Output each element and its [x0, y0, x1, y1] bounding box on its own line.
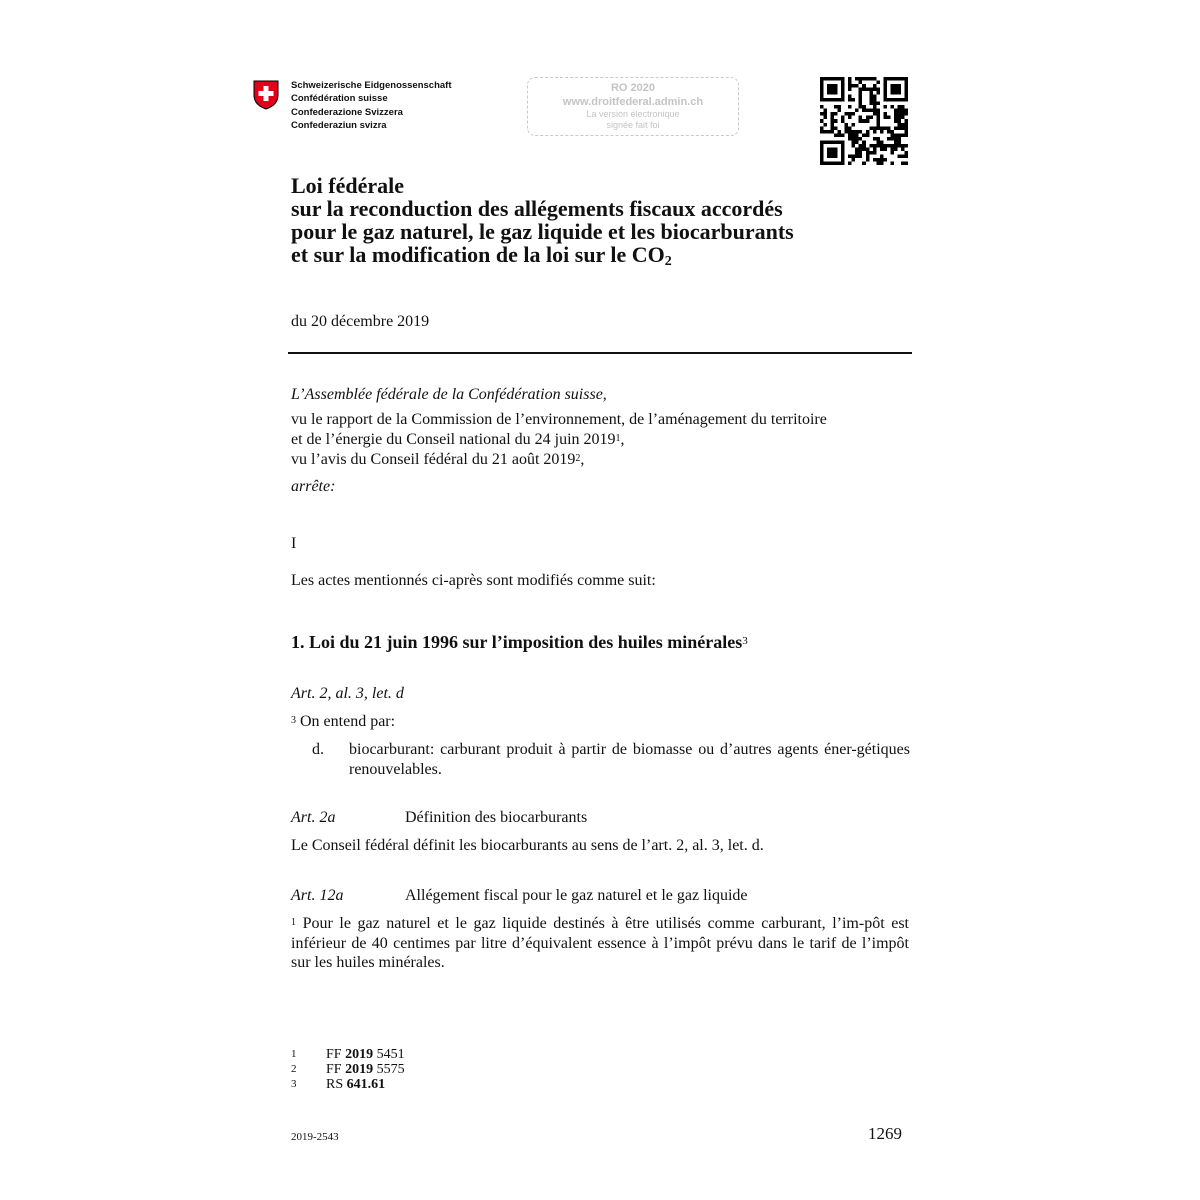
paragraph-number: 1 [291, 917, 296, 928]
list-letter-d: d. [312, 741, 324, 758]
confederation-name-rm: Confederaziun svizra [291, 120, 387, 132]
swiss-cross-shield-icon [253, 80, 279, 110]
art2-paragraph: $^3$ On entend par: [291, 713, 396, 730]
confederation-name-de: Schweizerische Eidgenossenschaft [291, 80, 452, 91]
section-intro: Les actes mentionnés ci-après sont modifiés comme suit: [291, 572, 656, 589]
act-heading: 1. Loi du 21 juin 1996 sur l’imposition des huiles minérales$^3$ [291, 632, 748, 652]
title-line-1: Loi fédérale [291, 173, 405, 198]
art2a-reference: Art. 2a [291, 809, 336, 826]
preamble-assembly: L’Assemblée fédérale de la Confédération suisse, [291, 386, 607, 403]
title-line-3: pour le gaz naturel, le gaz liquide et les biocarburants [291, 219, 794, 244]
preamble-line-1: vu le rapport de la Commission de l’environnement, de l’aménagement du territoire [291, 411, 827, 428]
confederation-name-it: Confederazione Svizzera [291, 106, 403, 118]
art2a-heading: Définition des biocarburants [405, 809, 588, 826]
qr-code-icon [820, 77, 908, 165]
stamp-url: www.droitfederal.admin.ch [562, 96, 704, 108]
stamp-ro: RO 2020 [610, 82, 656, 94]
confederation-name-fr: Confédération suisse [291, 93, 388, 105]
footnote-2: 2 FF 2019 5575 [291, 1062, 405, 1077]
art12a-paragraph: $^1$ Pour le gaz naturel et le gaz liquide destinés à être utilisés comme carburant, l’im-pôt est inférieur de 40 centimes par litre d’équivalent essence à l’impôt prévu dans le tarif de l’impôt sur les huiles minérales. [291, 915, 909, 971]
preamble-line-3: vu l’avis du Conseil fédéral du 21 août 2019$^2$, [291, 451, 585, 468]
list-item-biocarburant: biocarburant: carburant produit à partir de biomasse ou d’autres agents éner-gétiques renouvelables. [349, 741, 910, 778]
title-divider [288, 352, 912, 354]
preamble-line-2: et de l’énergie du Conseil national du 24 juin 2019$^1$, [291, 431, 625, 448]
art12a-heading: Allégement fiscal pour le gaz naturel et le gaz liquide [405, 887, 748, 904]
footnote-1: 1 FF 2019 5451 [291, 1047, 405, 1062]
preamble-decree: arrête: [291, 478, 336, 495]
confederation-names [291, 79, 452, 133]
footnotes [291, 1047, 405, 1092]
law-title [291, 174, 794, 273]
co2-subscript: 2 [664, 254, 672, 269]
official-publication-stamp [527, 77, 739, 136]
document-id: 2019-2543 [291, 1131, 339, 1143]
footnote-3: 3 RS 641.61 [291, 1077, 386, 1092]
art2-reference: Art. 2, al. 3, let. d [291, 685, 404, 702]
footnote-ref-1[interactable]: 1 [615, 433, 621, 444]
section-numeral: I [291, 535, 297, 552]
stamp-note-2: signée fait foi [606, 120, 660, 130]
footnote-ref-2[interactable]: 2 [575, 453, 581, 464]
art2a-text: Le Conseil fédéral définit les biocarburants au sens de l’art. 2, al. 3, let. d. [291, 837, 764, 854]
law-date: du 20 décembre 2019 [291, 313, 430, 330]
footnote-ref-3[interactable]: 3 [742, 635, 748, 647]
art12a-reference: Art. 12a [291, 887, 344, 904]
page-number: 1269 [868, 1124, 902, 1143]
title-line-4: et sur la modification de la loi sur le CO2 [291, 242, 672, 269]
paragraph-number: 3 [291, 715, 296, 726]
title-line-2: sur la reconduction des allégements fiscaux accordés [291, 196, 783, 221]
stamp-note-1: La version électronique [586, 109, 680, 119]
